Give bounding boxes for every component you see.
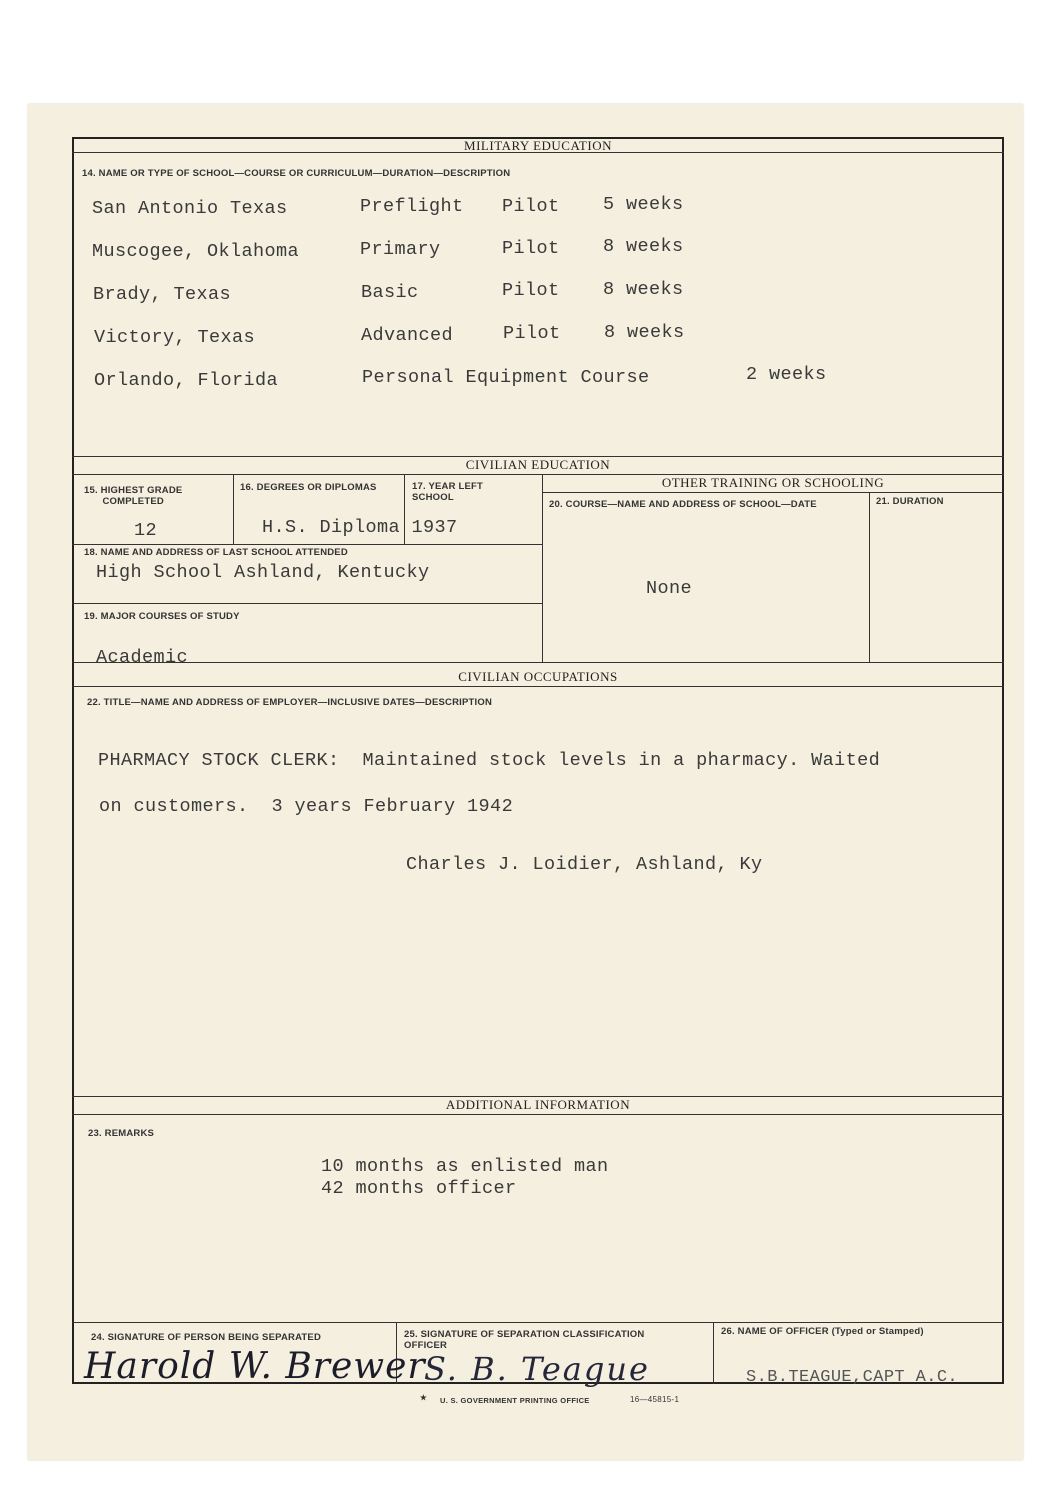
divider	[72, 1114, 1004, 1115]
label-highest-grade: 15. HIGHEST GRADE COMPLETED	[84, 485, 183, 507]
label-remarks: 23. REMARKS	[88, 1128, 155, 1139]
label-major-courses: 19. MAJOR COURSES OF STUDY	[84, 611, 240, 622]
school-name: Victory, Texas	[94, 327, 256, 348]
divider	[72, 686, 1004, 687]
course-name: Preflight	[360, 196, 464, 217]
course-duration: 8 weeks	[604, 322, 685, 343]
divider	[72, 544, 542, 545]
highest-grade-value: 12	[134, 520, 158, 541]
school-name: Muscogee, Oklahoma	[92, 241, 300, 262]
section-additional-information: ADDITIONAL INFORMATION	[445, 1097, 631, 1112]
school-name: Brady, Texas	[93, 284, 232, 305]
section-other-training: OTHER TRAINING OR SCHOOLING	[661, 475, 885, 490]
officer-name-stamped: S.B.TEAGUE,CAPT A.C.	[746, 1368, 959, 1387]
divider	[542, 492, 1004, 493]
course-name: Personal Equipment Course	[362, 367, 650, 388]
diploma-value: H.S. Diploma 1937	[262, 517, 458, 538]
course-name: Advanced	[361, 325, 454, 346]
major-courses-value: Academic	[96, 647, 189, 668]
course-type: Pilot	[502, 196, 560, 217]
course-duration: 8 weeks	[603, 279, 684, 300]
divider	[72, 662, 1004, 663]
course-duration: 5 weeks	[603, 194, 684, 215]
label-signature-officer: 25. SIGNATURE OF SEPARATION CLASSIFICATION OFFICER	[404, 1329, 645, 1351]
course-type: Pilot	[503, 323, 561, 344]
other-training-value: None	[646, 578, 693, 599]
course-duration: 2 weeks	[746, 364, 827, 385]
section-civilian-education: CIVILIAN EDUCATION	[465, 457, 611, 472]
signature-officer: S. B. Teague	[424, 1350, 650, 1388]
employer-name: Charles J. Loidier, Ashland, Ky	[406, 854, 763, 875]
label-school-course: 14. NAME OR TYPE OF SCHOOL—COURSE OR CURRICULUM—DURATION—DESCRIPTION	[82, 168, 511, 179]
course-name: Basic	[361, 282, 419, 303]
section-military-education: MILITARY EDUCATION	[464, 138, 612, 153]
occupation-description-continued: on customers. 3 years February 1942	[99, 796, 514, 817]
label-year-left: 17. YEAR LEFT SCHOOL	[412, 481, 484, 503]
last-school-value: High School Ashland, Kentucky	[96, 562, 430, 583]
divider	[72, 1322, 1004, 1323]
label-last-school: 18. NAME AND ADDRESS OF LAST SCHOOL ATTENDED	[84, 547, 348, 558]
label-course: 20. COURSE—NAME AND ADDRESS OF SCHOOL—DATE	[549, 499, 817, 510]
divider	[233, 474, 234, 544]
school-name: Orlando, Florida	[94, 370, 279, 391]
divider	[542, 474, 543, 662]
remarks-line: 42 months officer	[321, 1178, 517, 1199]
printer-imprint: U. S. GOVERNMENT PRINTING OFFICE	[440, 1396, 590, 1405]
label-signature-separated: 24. SIGNATURE OF PERSON BEING SEPARATED	[91, 1332, 322, 1343]
remarks-line: 10 months as enlisted man	[321, 1156, 609, 1177]
form-number: 16—45815-1	[630, 1395, 680, 1404]
divider	[869, 492, 870, 662]
course-type: Pilot	[502, 238, 560, 259]
signature-person: Harold W. Brewer	[84, 1346, 426, 1387]
divider	[72, 603, 542, 604]
divider	[713, 1322, 714, 1384]
label-duration: 21. DURATION	[876, 496, 944, 507]
star-icon: ★	[420, 1393, 428, 1402]
occupation-description: PHARMACY STOCK CLERK: Maintained stock levels in a pharmacy. Waited	[98, 750, 881, 771]
section-civilian-occupations: CIVILIAN OCCUPATIONS	[458, 669, 618, 684]
label-officer-name: 26. NAME OF OFFICER (Typed or Stamped)	[721, 1326, 924, 1337]
school-name: San Antonio Texas	[92, 198, 288, 219]
course-type: Pilot	[502, 280, 560, 301]
label-occupation: 22. TITLE—NAME AND ADDRESS OF EMPLOYER—INCLUSIVE DATES—DESCRIPTION	[87, 697, 493, 708]
course-duration: 8 weeks	[603, 236, 684, 257]
course-name: Primary	[360, 239, 441, 260]
label-degrees: 16. DEGREES OR DIPLOMAS	[240, 482, 377, 493]
